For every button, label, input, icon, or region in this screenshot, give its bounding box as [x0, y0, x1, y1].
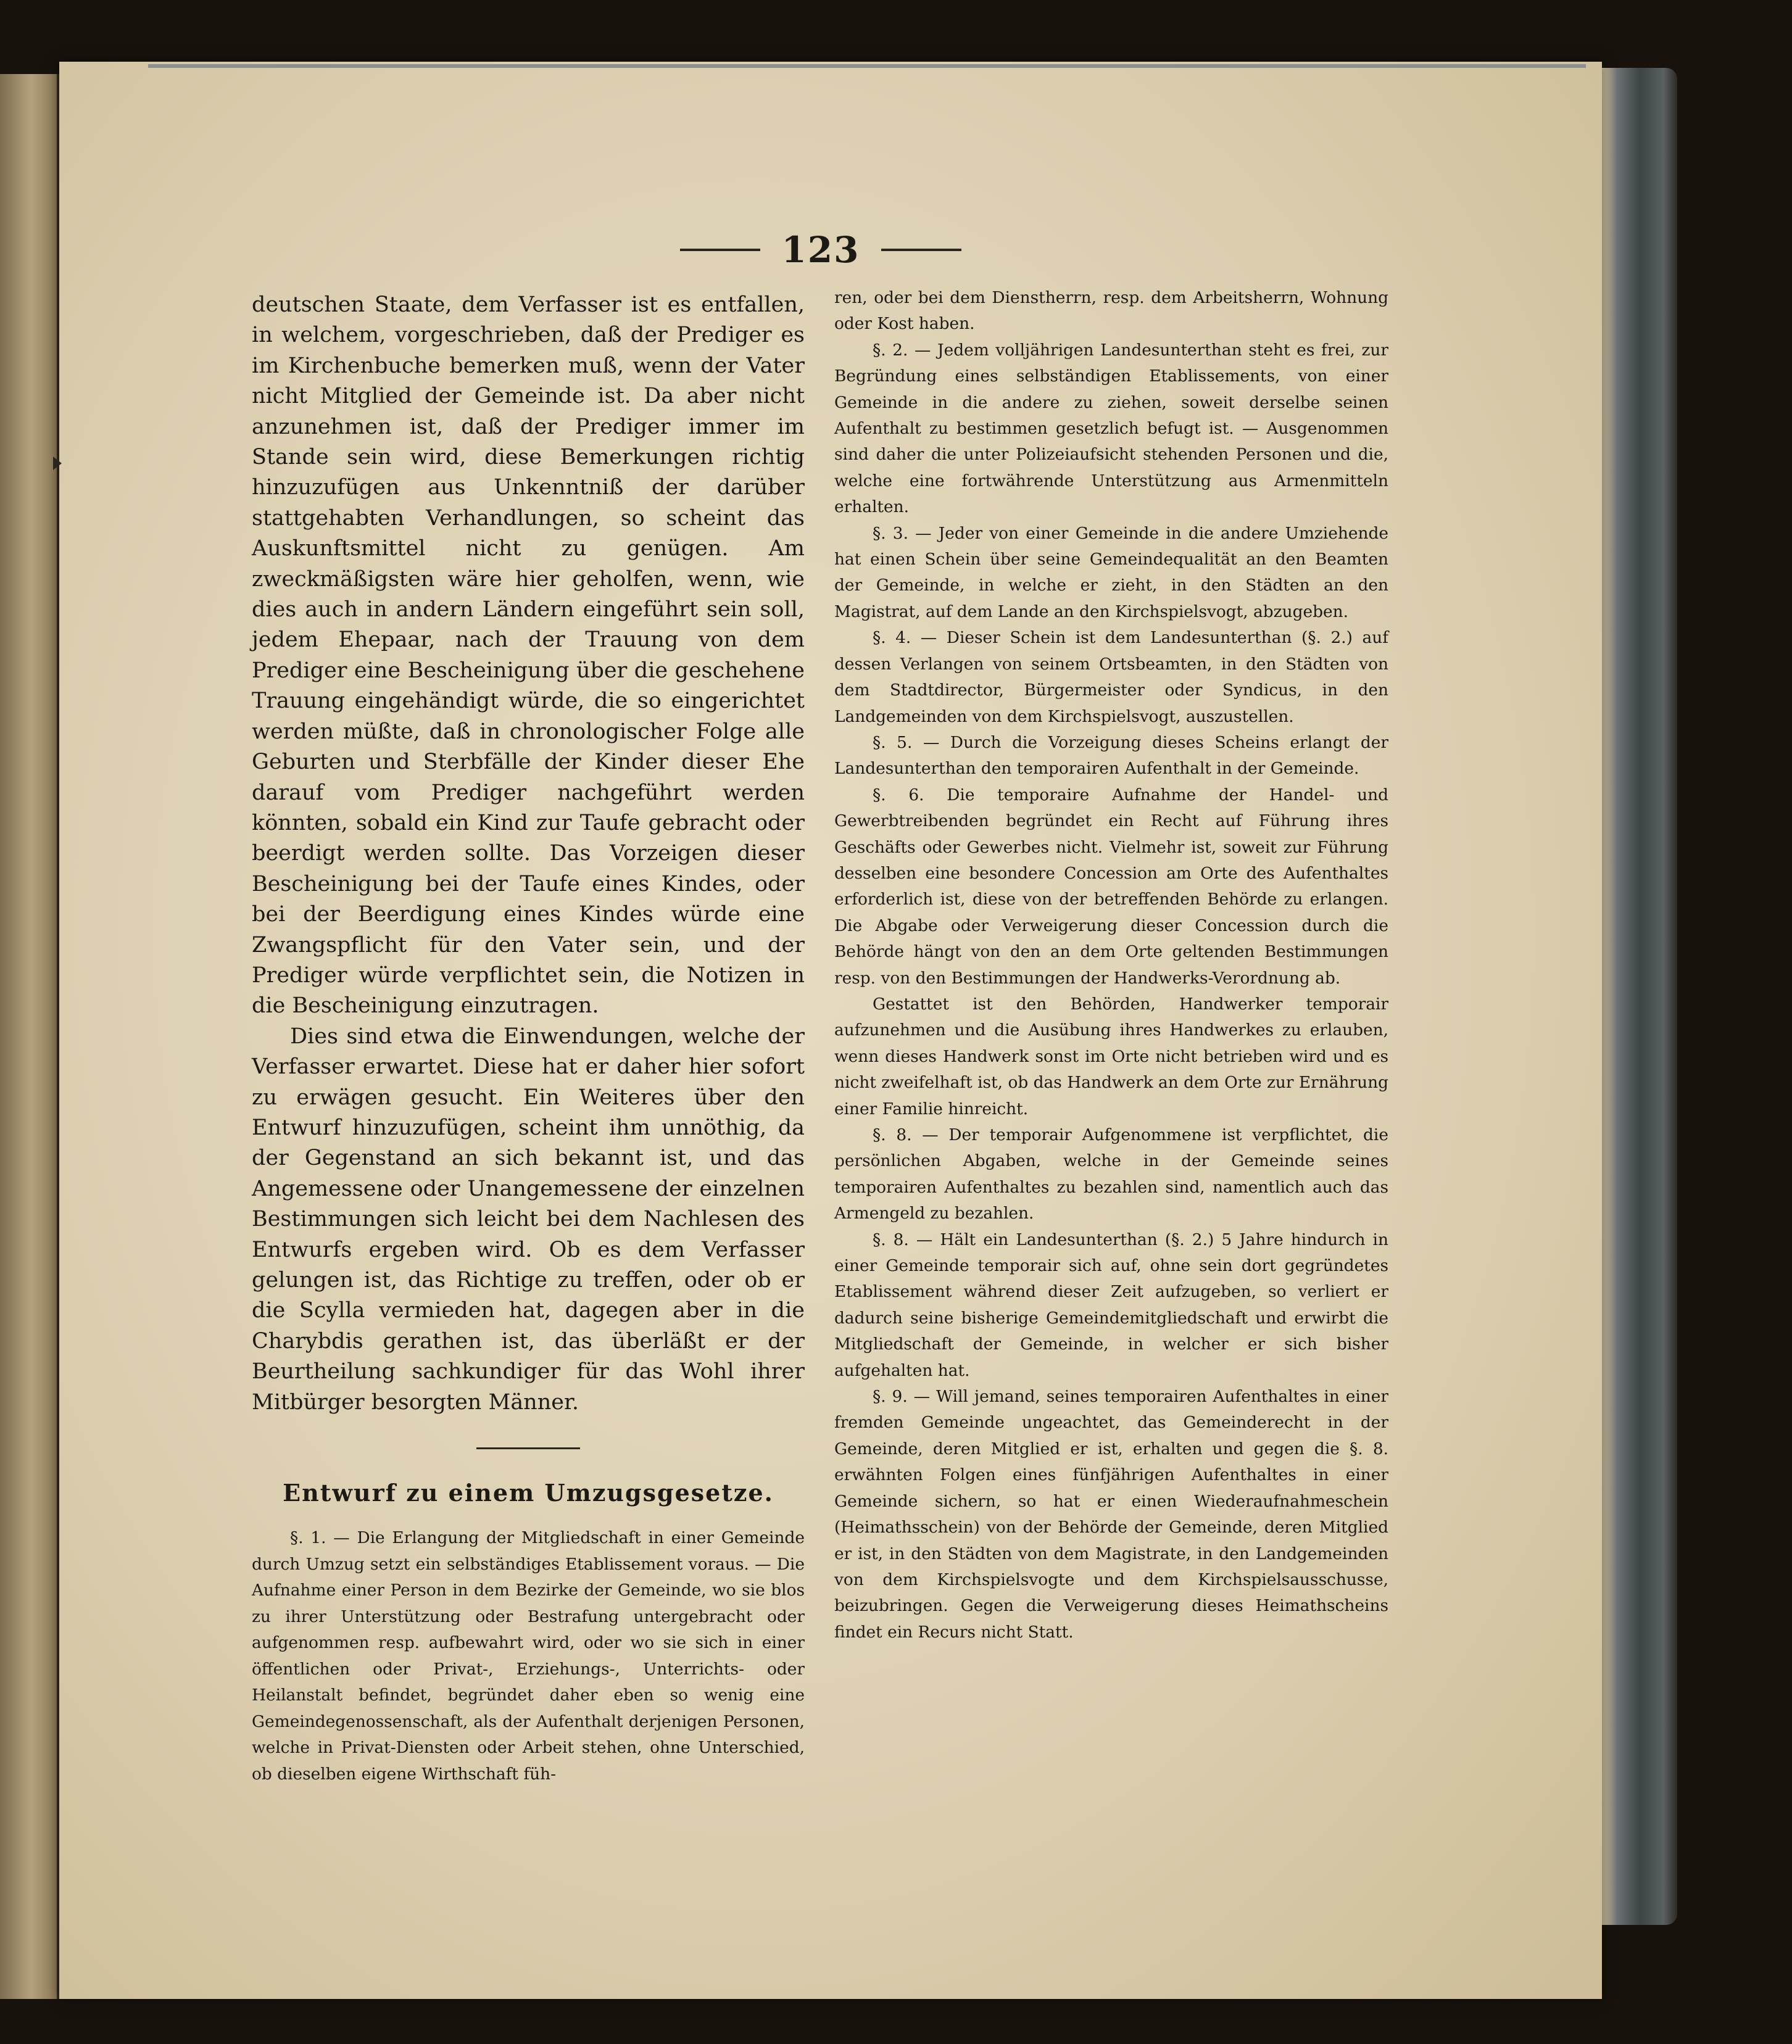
right-paragraph-1: ren, oder bei dem Dienstherrn, resp. dem Arbeitsherrn, Wohnung oder Kost haben.: [834, 288, 1388, 334]
law-paragraph-6b: Gestattet ist den Behörden, Handwerker temporair aufzunehmen und die Ausübung ihres Handwerkes zu erlauben, wenn dieses Handwerk sonst im Orte nicht betrieben wird und es nicht zweifelhaft ist, ob das Handwerk an dem Orte zur Ernährung einer Familie hinreicht.: [834, 994, 1388, 1119]
section-title: Entwurf zu einem Umzugsgesetze.: [283, 1479, 774, 1507]
law-paragraph-5: §. 5. — Durch die Vorzeigung dieses Scheins erlangt der Landesunterthan den temporairen Aufenthalt in der Gemeinde.: [834, 732, 1388, 779]
law-paragraph-2: §. 2. — Jedem volljährigen Landesunterthan steht es frei, zur Begründung eines selbständigen Etablissements, von einer Gemeinde in die andere zu ziehen, soweit derselbe seinen Aufenthalt zu bestimmen gesetzlich befugt ist. — Ausgenommen sind daher die unter Polizeiaufsicht stehenden Personen und die, welche eine fortwährende Unterstützung aus Armenmitteln erhalten.: [834, 340, 1388, 517]
section-divider: [476, 1447, 580, 1449]
top-edge-rule: [148, 64, 1586, 68]
left-paragraph-2: Dies sind etwa die Einwendungen, welche der Verfasser erwartet. Diese hat er daher hier sofort zu erwägen gesucht. Ein Weiteres über den Entwurf hinzuzufügen, scheint ihm unnöthig, da der Gegenstand an sich bekannt ist, und das Angemessene oder Unangemessene der einzelnen Bestimmungen sich leicht bei dem Nachlesen des Entwurfs ergeben wird. Ob es dem Verfasser gelungen ist, das Richtige zu treffen, oder ob er die Scylla vermieden hat, dagegen aber in die Charybdis gerathen ist, das überläßt er der Beurtheilung sachkundiger für das Wohl ihrer Mitbürger besorgten Männer.: [252, 1024, 805, 1415]
right-column: [834, 285, 1388, 1645]
law-paragraph-1: §. 1. — Die Erlangung der Mitgliedschaft in einer Gemeinde durch Umzug setzt ein selbständiges Etablissement voraus. — Die Aufnahme einer Person in dem Bezirke der Gemeinde, wo sie blos zu ihrer Unterstützung oder Bestrafung untergebracht oder aufgenommen resp. aufbewahrt wird, oder wo sie sich in einer öffentlichen oder Privat-, Erziehungs-, Unterrichts- oder Heilanstalt befindet, begründet daher eben so wenig eine Gemeindegenossenschaft, als der Aufenthalt derjenigen Personen, welche in Privat-Diensten oder Arbeit stehen, ohne Unterschied, ob dieselben eigene Wirthschaft füh-: [252, 1528, 805, 1784]
left-paragraph-1: deutschen Staate, dem Verfasser ist es entfallen, in welchem, vorgeschrieben, daß der Prediger es im Kirchenbuche bemerken muß, wenn der Vater nicht Mitglied der Gemeinde ist. Da aber nicht anzunehmen ist, daß der Prediger immer im Stande sein wird, diese Bemerkungen richtig hinzuzufügen aus Unkenntniß der darüber stattgehabten Verhandlungen, so scheint das Auskunftsmittel nicht zu genügen. Am zweckmäßigsten wäre hier geholfen, wenn, wie dies auch in andern Ländern eingeführt sein soll, jedem Ehepaar, nach der Trauung von dem Prediger eine Bescheinigung über die geschehene Trauung eingehändigt würde, die so eingerichtet werden müßte, daß in chronologischer Folge alle Geburten und Sterbfälle der Kinder dieser Ehe darauf vom Prediger nachgeführt werden könnten, sobald ein Kind zur Taufe gebracht oder beerdigt werden sollte. Das Vorzeigen dieser Bescheinigung bei der Taufe eines Kindes, oder bei der Beerdigung eines Kindes würde eine Zwangspflicht für den Vater sein, und der Prediger würde verpflichtet sein, die Notizen in die Bescheinigung einzutragen.: [252, 292, 805, 1019]
header-dash-right: [881, 249, 961, 251]
header-dash-left: [680, 249, 760, 251]
law-paragraph-8a: §. 8. — Der temporair Aufgenommene ist verpflichtet, die persönlichen Abgaben, welche in der Gemeinde seines temporairen Aufenthaltes zu bezahlen sind, namentlich auch das Armengeld zu bezahlen.: [834, 1125, 1388, 1223]
law-paragraph-6: §. 6. Die temporaire Aufnahme der Handel- und Gewerbtreibenden begründet ein Recht auf Führung ihres Geschäfts oder Gewerbes nicht. Vielmehr ist, soweit zur Führung desselben eine besondere Concession am Orte des Aufenthaltes erforderlich ist, diese von der betreffenden Behörde zu erlangen. Die Abgabe oder Verweigerung dieser Concession durch die Behörde hängt von den an dem Orte geltenden Bestimmungen resp. von den Bestimmungen der Handwerks-Verordnung ab.: [834, 785, 1388, 988]
law-paragraph-3: §. 3. — Jeder von einer Gemeinde in die andere Umziehende hat einen Schein über seine Gemeindequalität an den Beamten der Gemeinde, in welche er zieht, in den Städten an den Magistrat, auf dem Lande an den Kirchspielsvogt, abzugeben.: [834, 523, 1388, 621]
law-paragraph-8b: §. 8. — Hält ein Landesunterthan (§. 2.) 5 Jahre hindurch in einer Gemeinde temporair sich auf, ohne sein dort gegründetes Etablissement während dieser Zeit aufzugeben, so verliert er dadurch seine bisherige Gemeindemitgliedschaft und erwirbt die Mitgliedschaft der Gemeinde, in welcher er sich bisher aufgehalten hat.: [834, 1230, 1388, 1380]
law-paragraph-9: §. 9. — Will jemand, seines temporairen Aufenthaltes in einer fremden Gemeinde ungeachtet, das Gemeinderecht in der Gemeinde, deren Mitglied er ist, erhalten und gegen die §. 8. erwähnten Folgen eines fünfjährigen Aufenthaltes in einer Gemeinde sichern, so hat er einen Wiederaufnahmeschein (Heimathsschein) von der Behörde der Gemeinde, deren Mitglied er ist, in den Städten von dem Magistrate, in den Landgemeinden von dem Kirchspielsvogte und dem Kirchspielsausschusse, beizubringen. Gegen die Verweigerung dieses Heimathscheins findet ein Recurs nicht Statt.: [834, 1387, 1388, 1642]
margin-arrow-mark: [53, 457, 62, 470]
law-paragraph-4: §. 4. — Dieser Schein ist dem Landesunterthan (§. 2.) auf dessen Verlangen von seinem Ortsbeamten, in den Städten von dem Stadtdirector, Bürgermeister oder Syndicus, in den Landgemeinden von dem Kirchspielsvogt, auszustellen.: [834, 628, 1388, 726]
page-header: [660, 222, 981, 278]
previous-page-edge: [0, 74, 59, 1999]
left-column: [252, 290, 805, 1787]
page-number: 123: [781, 229, 860, 271]
